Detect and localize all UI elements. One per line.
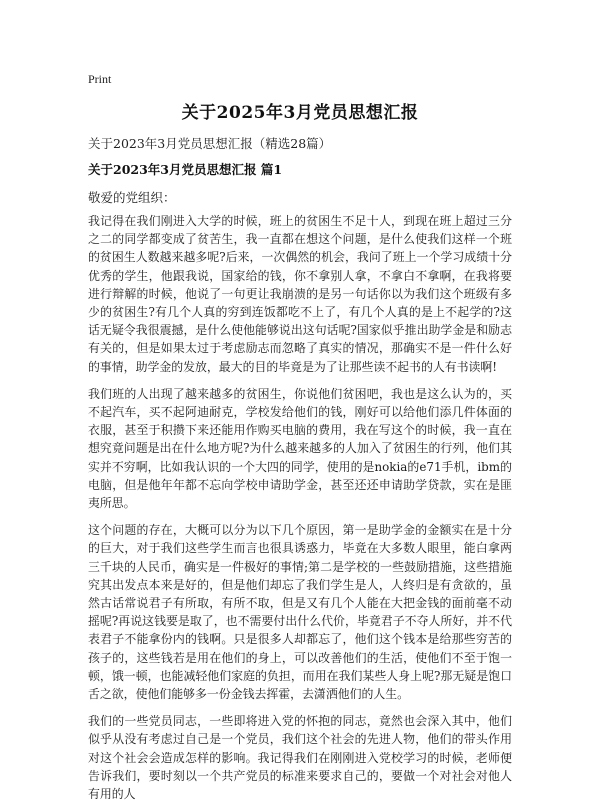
paragraph: 我们的一些党员同志，一些即将进入党的怀抱的同志，竟然也会深入其中，他们似乎从没有考虑过自己是一个党员，我们这个社会的先进人物，他们的带头作用对这个社会会造成怎样的影响。我记得我们在刚刚进入党校学习的时候，老师便告诉我们，要时刻以一个共产党员的标准来要求自己的，要做一个对社会对他人有用的人 bbox=[88, 714, 512, 802]
paragraph: 这个问题的存在，大概可以分为以下几个原因，第一是助学金的金额实在是十分的巨大，对于我们这些学生而言也很具诱惑力，毕竟在大多数人眼里，能白拿两三千块的人民币，确实是一件极好的事情;第二是学校的一些鼓励措施，这些措施究其出发点本来是好的，但是他们却忘了我们学生是人，人终归是有贪欲的，虽然古话常说君子有所取，有所不取，但是又有几个人能在大把金钱的面前毫不动摇呢?再说这钱要是取了，也不需要付出什么代价，毕竟君子不夺人所好，并不代表君子不能拿份内的钱啊。只是很多人却都忘了，他们这个钱本是给那些穷苦的孩子的，这些钱若是用在他们的身上，可以改善他们的生活，使他们不至于饱一顿，饿一顿，也能减轻他们家庭的负担，而用在我们某些人身上呢?那无疑是饱口舌之欲，使他们能够多一份金钱去挥霍，去潇洒他们的人生。 bbox=[88, 523, 512, 702]
page-title: 关于2025年3月党员思想汇报 bbox=[181, 103, 419, 123]
greeting: 敬爱的党组织： bbox=[88, 190, 176, 205]
body-text bbox=[88, 212, 512, 812]
paragraph: 我们班的人出现了越来越多的贫困生，你说他们贫困吧，我也是这么认为的，买不起汽车，买不起阿迪耐克，学校发给他们的钱，刚好可以给他们添几件体面的衣服，甚至于积攒下来还能用作购买电脑的费用，我在写这个的时候，我一直在想究竟问题是出在什么地方呢?为什么越来越多的人加入了贫困生的行列，他们其实并不穷啊，比如我认识的一个大四的同学，使用的是nokia的e71手机，ibm的电脑，但是他年年都不忘向学校申请助学金，甚至还还申请助学贷款，实在是匪夷所思。 bbox=[88, 386, 512, 511]
document-subtitle: 关于2023年3月党员思想汇报（精选28篇） bbox=[88, 136, 332, 151]
section-heading: 关于2023年3月党员思想汇报 篇1 bbox=[88, 162, 283, 177]
paragraph: 我记得在我们刚进入大学的时候，班上的贫困生不足十人，到现在班上超过三分之二的同学都变成了贫苦生，我一直都在想这个问题，是什么使我们这样一个班的贫困生人数越来越多呢?后来，一次偶然的机会，我问了班上一个学习成绩十分优秀的学生，他跟我说，国家给的钱，你不拿别人拿，不拿白不拿啊，在我将要进行辩解的时候，他说了一句更让我崩溃的是另一句话你以为我们这个班级有多少的贫困生?有几个人真的穷到连饭都吃不上了，有几个人真的是上不起学的?这话无疑令我很震撼，是什么使他能够说出这句话呢?国家似乎推出助学金是和励志有关的，但是如果太过于考虑励志而忽略了真实的情况，那确实不是一件什么好的事情，助学金的发放，最大的目的毕竟是为了让那些读不起书的人有书读啊! bbox=[88, 214, 512, 374]
print-link[interactable]: Print bbox=[88, 72, 112, 86]
